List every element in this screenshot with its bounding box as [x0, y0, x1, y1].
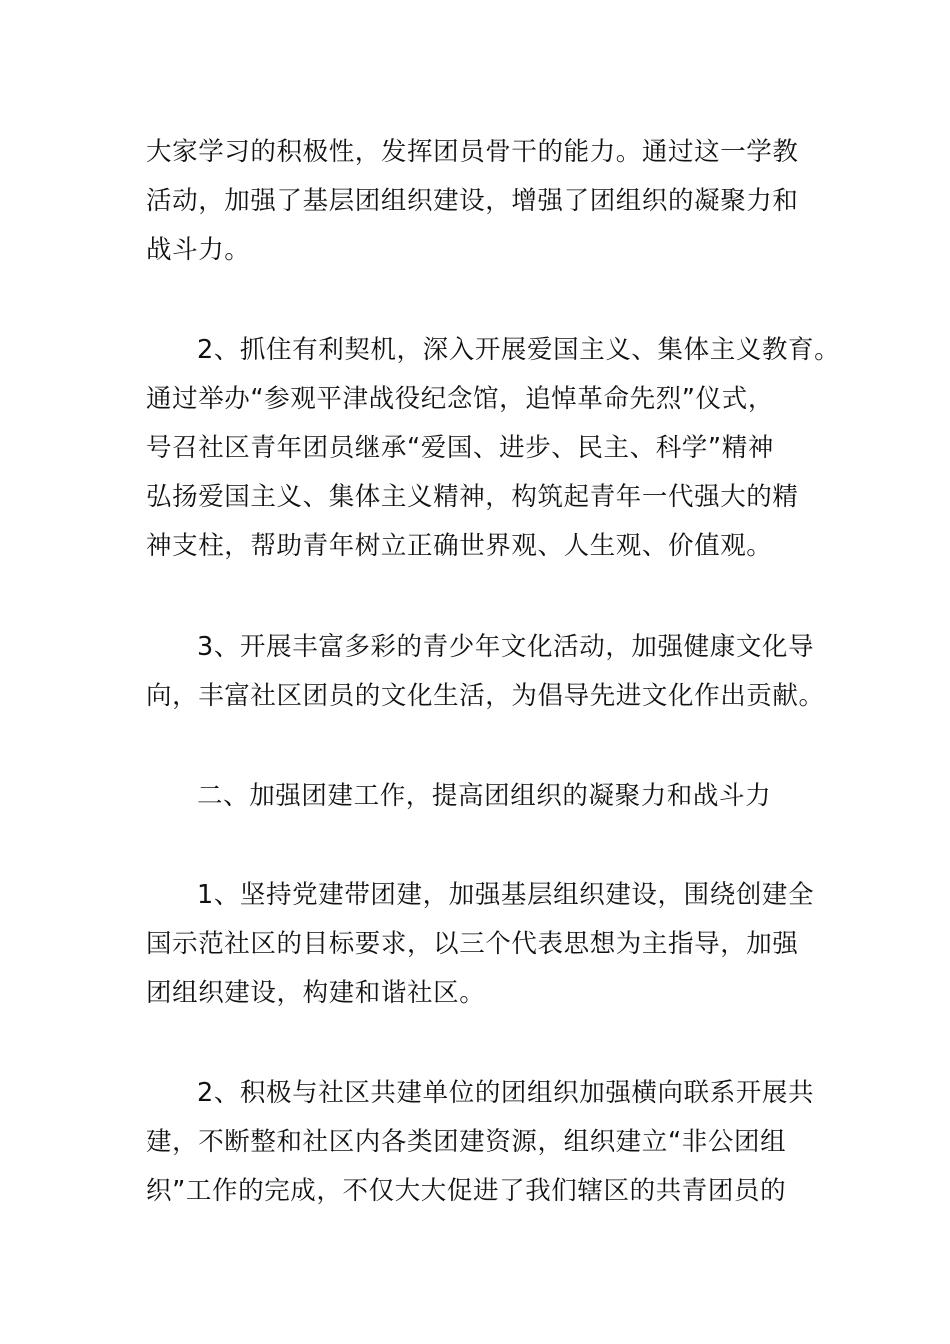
paragraph-line: 弘扬爱国主义、集体主义精神，构筑起青年一代强大的精 [146, 482, 799, 512]
section-heading-line: 二、加强团建工作，提高团组织的凝聚力和战斗力 [197, 781, 772, 811]
paragraph-item-3-culture [146, 623, 826, 721]
paragraph-line: 活动，加强了基层团组织建设，增强了团组织的凝聚力和 [146, 186, 799, 216]
paragraph-line: 1、坚持党建带团建，加强基层组织建设，围绕创建全 [197, 880, 815, 910]
paragraph-line: 国示范社区的目标要求，以三个代表思想为主指导，加强 [146, 929, 799, 959]
paragraph-item-1-party-building [146, 871, 826, 1018]
paragraph-line: 织”工作的完成，不仅大大促进了我们辖区的共青团员的 [146, 1176, 787, 1206]
paragraph-item-2-co-construction [146, 1069, 826, 1216]
section-heading-2 [146, 772, 826, 821]
paragraph-line: 号召社区青年团员继承“爱国、进步、民主、科学”精神 [146, 433, 774, 463]
paragraph-line: 团组织建设，构建和谐社区。 [146, 978, 486, 1008]
paragraph-line: 神支柱，帮助青年树立正确世界观、人生观、价值观。 [146, 531, 773, 561]
paragraph-line: 战斗力。 [146, 235, 251, 265]
paragraph-line: 2、积极与社区共建单位的团组织加强横向联系开展共 [197, 1078, 815, 1108]
paragraph-continuation [146, 128, 826, 275]
paragraph-item-2-patriotism [146, 326, 841, 571]
paragraph-line: 3、开展丰富多彩的青少年文化活动，加强健康文化导 [197, 632, 815, 662]
paragraph-line: 建，不断整和社区内各类团建资源，组织建立“非公团组 [146, 1127, 787, 1157]
paragraph-line: 向，丰富社区团员的文化生活，为倡导先进文化作出贡献。 [146, 681, 825, 711]
paragraph-line: 通过举办“参观平津战役纪念馆，追悼革命先烈”仪式， [146, 384, 774, 414]
paragraph-line: 大家学习的积极性，发挥团员骨干的能力。通过这一学教 [146, 137, 799, 167]
paragraph-line: 2、抓住有利契机，深入开展爱国主义、集体主义教育。 [197, 335, 841, 365]
